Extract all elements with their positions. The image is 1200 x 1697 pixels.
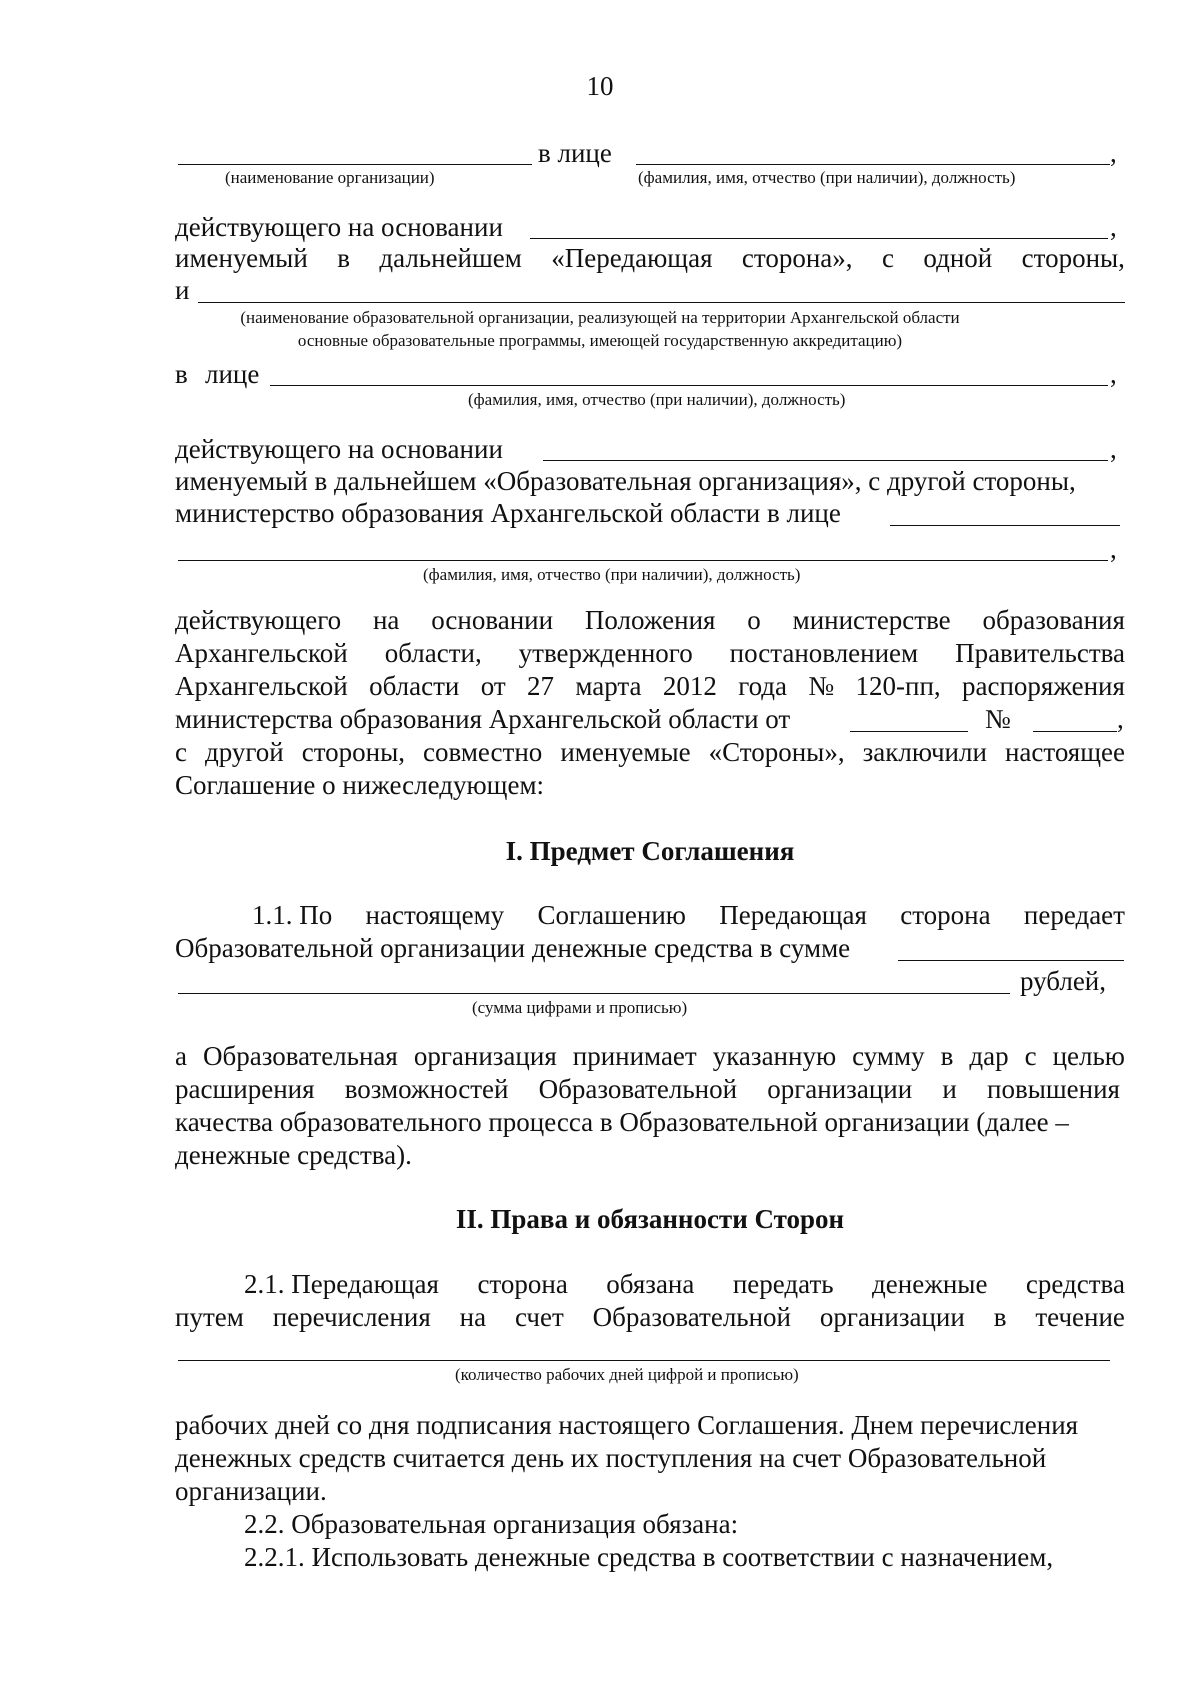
v-label: в <box>175 359 188 389</box>
p22: 2.2. Образовательная организация обязана: <box>244 1509 739 1539</box>
p21-line1: 2.1. Передающая сторона обязана передать денежные средства <box>244 1269 1125 1299</box>
p21-line2: путем перечисления на счет Образовательной организации в течение <box>175 1302 1125 1332</box>
order-number-blank <box>1033 731 1117 732</box>
p11-line2: Образовательной организации денежные средства в сумме <box>175 933 851 963</box>
pa-line3: качества образовательного процесса в Образовательной организации (далее – <box>175 1107 1069 1137</box>
p221: 2.2.1. Использовать денежные средства в соответствии с назначением, <box>244 1542 1054 1572</box>
litse-label: лице <box>205 359 260 389</box>
ministry-rep-blank-2 <box>178 560 1108 561</box>
caption-edu-org-2: основные образовательные программы, имеющей государственную аккредитацию) <box>297 331 903 350</box>
edu-org-blank <box>198 302 1125 303</box>
para1-line5: с другой стороны, совместно именуемые «Стороны», заключили настоящее <box>175 737 1125 767</box>
number-sign: № <box>985 704 1011 734</box>
acting-basis-label: действующего на основании <box>175 212 503 242</box>
fio-blank <box>636 164 1110 165</box>
comma: , <box>1110 138 1117 168</box>
caption-days: (количество рабочих дней цифрой и прописью) <box>455 1365 799 1384</box>
para1-line1: действующего на основании Положения о министерстве образования <box>175 605 1125 635</box>
sum-blank <box>898 960 1124 961</box>
and-label: и <box>175 275 190 305</box>
rubles-label: рублей, <box>1020 966 1107 996</box>
caption-edu-org-1: (наименование образовательной организации, реализующей на территории Архангельской области <box>240 308 960 327</box>
sum-blank-2 <box>178 993 1010 994</box>
comma: , <box>1110 359 1117 389</box>
p-rab-line2: денежных средств считается день их поступления на счет Образовательной <box>175 1443 1047 1473</box>
ministry-rep-blank <box>890 525 1120 526</box>
basis-blank <box>530 238 1108 239</box>
page-number: 10 <box>586 71 614 101</box>
v-litse-label: в лице <box>538 138 612 168</box>
acting-basis-label-2: действующего на основании <box>175 434 503 464</box>
para1-line2: Архангельской области, утвержденного постановлением Правительства <box>175 638 1125 668</box>
pa-line2: расширения возможностей Образовательной организации и повышения <box>175 1074 1120 1104</box>
para1-line4-text: министерства образования Архангельской области от <box>175 704 791 734</box>
p-rab-line3: организации. <box>175 1476 327 1506</box>
pa-line1: а Образовательная организация принимает указанную сумму в дар с целью <box>175 1041 1125 1071</box>
fio-blank-2 <box>270 385 1108 386</box>
p11-line1: 1.1. По настоящему Соглашению Передающая сторона передает <box>252 900 1125 930</box>
named-edu-org-line: именуемый в дальнейшем «Образовательная организация», с другой стороны, <box>175 466 1076 496</box>
caption-fio-3: (фамилия, имя, отчество (при наличии), должность) <box>423 565 801 584</box>
section-2-heading: II. Права и обязанности Сторон <box>455 1204 845 1234</box>
p-rab-line1: рабочих дней со дня подписания настоящего Соглашения. Днем перечисления <box>175 1410 1079 1440</box>
section-1-heading: I. Предмет Соглашения <box>505 836 795 866</box>
ministry-line: министерство образования Архангельской области в лице <box>175 498 841 528</box>
para1-line6: Соглашение о нижеследующем: <box>175 770 545 800</box>
days-blank <box>178 1360 1110 1361</box>
comma: , <box>1110 534 1117 564</box>
caption-fio-2: (фамилия, имя, отчество (при наличии), должность) <box>468 390 846 409</box>
org-name-blank <box>178 164 532 165</box>
para1-line3: Архангельской области от 27 марта 2012 года № 120-пп, распоряжения <box>175 671 1125 701</box>
basis-blank-2 <box>543 460 1108 461</box>
caption-org-name: (наименование организации) <box>225 168 435 187</box>
pa-line4: денежные средства). <box>175 1140 412 1170</box>
named-transferring-party-line: именуемый в дальнейшем «Передающая сторона», с одной стороны, <box>175 243 1125 273</box>
caption-fio: (фамилия, имя, отчество (при наличии), должность) <box>638 168 1016 187</box>
order-date-blank <box>850 731 968 732</box>
comma: , <box>1117 704 1124 734</box>
comma: , <box>1110 434 1117 464</box>
comma: , <box>1110 212 1117 242</box>
caption-sum: (сумма цифрами и прописью) <box>472 998 688 1017</box>
